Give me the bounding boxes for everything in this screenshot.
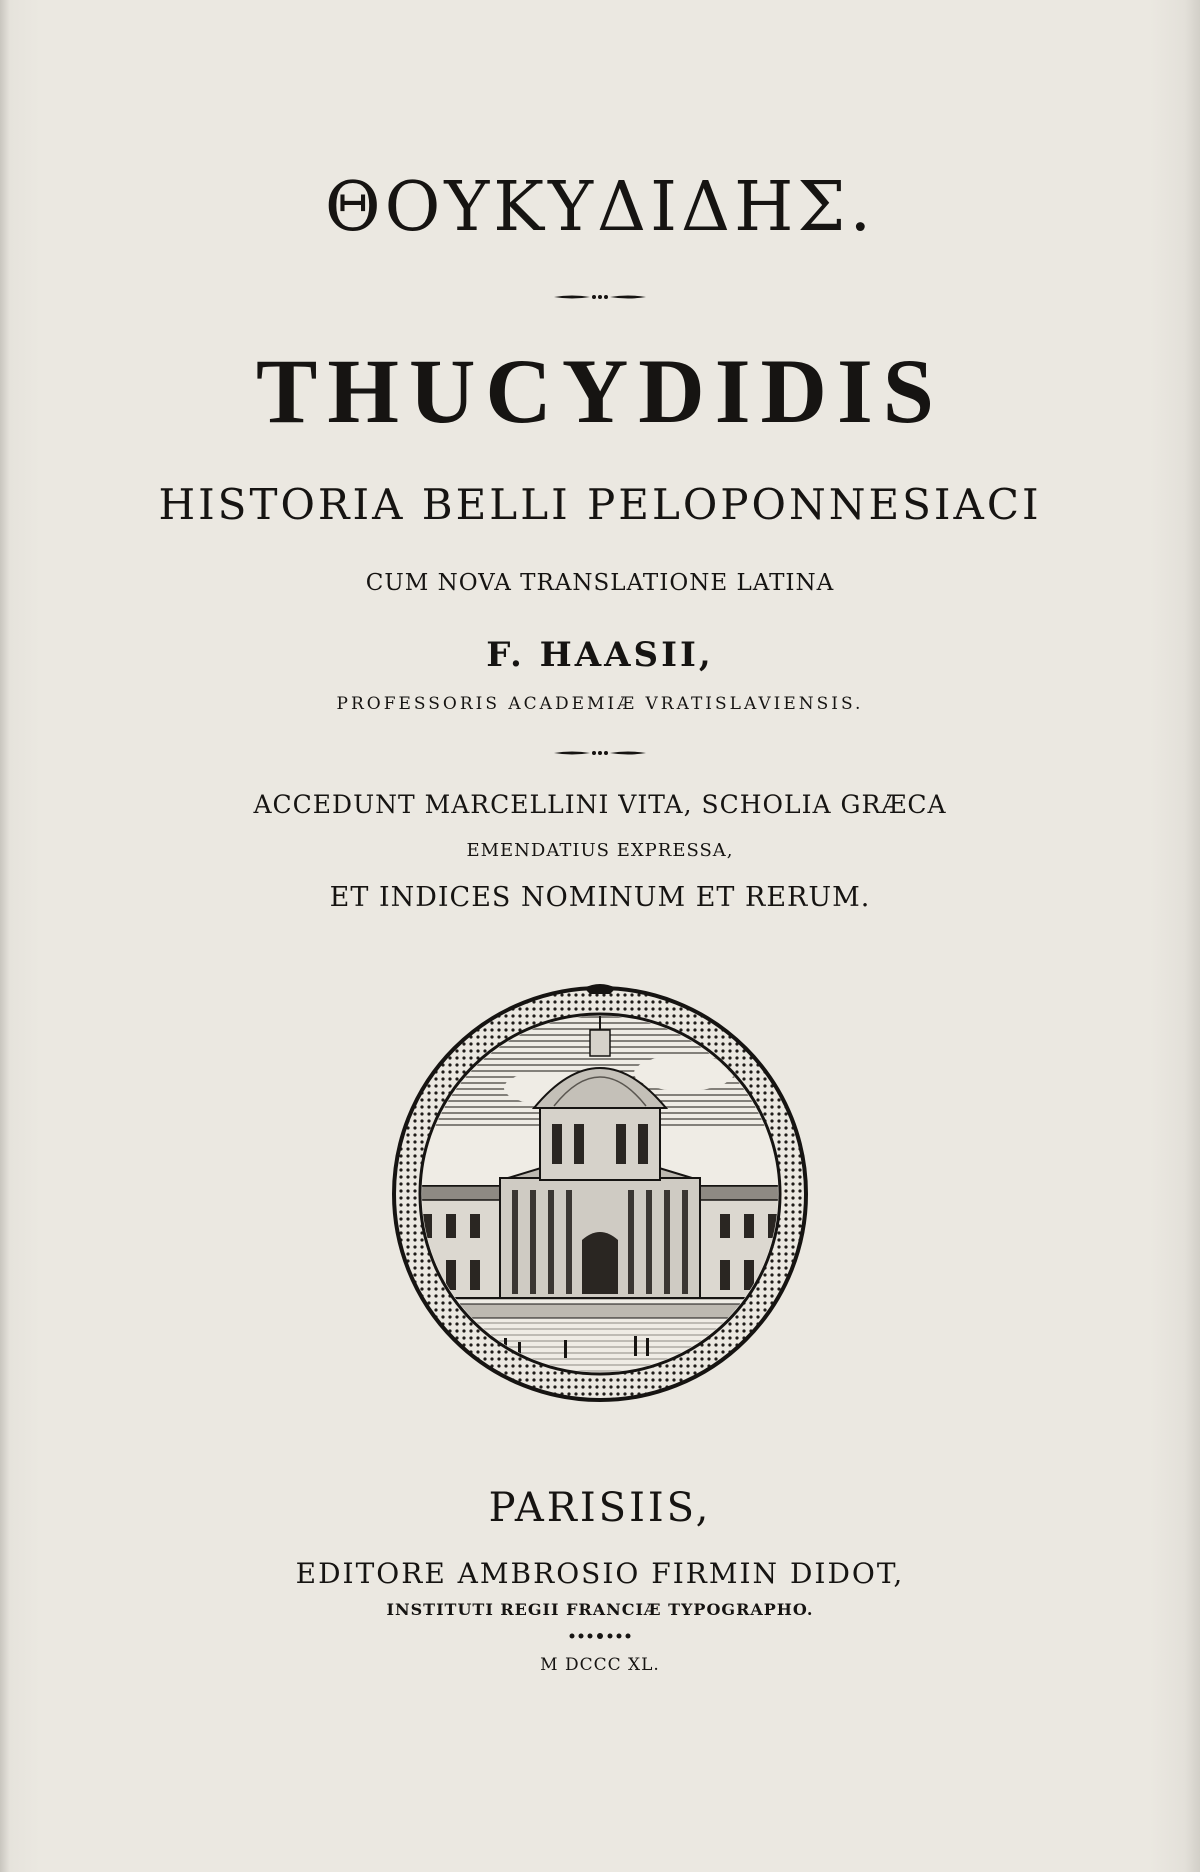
- ornamental-rule-icon: [552, 748, 648, 758]
- greek-title: ΘΟΥΚΥΔΙΔΗΣ.: [324, 168, 876, 247]
- author-name: F. HAASII,: [486, 635, 714, 675]
- author-title: PROFESSORIS ACADEMIÆ VRATISLAVIENSIS.: [336, 694, 864, 714]
- publication-year: M DCCC XL.: [540, 1655, 660, 1675]
- translation-line: CUM NOVA TRANSLATIONE LATINA: [365, 570, 835, 596]
- contents-line-2: EMENDATIUS EXPRESSA,: [466, 840, 734, 861]
- place-of-publication: PARISIIS,: [488, 1485, 712, 1531]
- publisher: EDITORE AMBROSIO FIRMIN DIDOT,: [295, 1557, 905, 1590]
- ornamental-rule-icon: [568, 1632, 632, 1640]
- ornamental-rule-icon: [552, 292, 648, 302]
- contents-line-1: ACCEDUNT MARCELLINI VITA, SCHOLIA GRÆCA: [253, 790, 947, 819]
- latin-title: THUCYDIDIS: [256, 340, 944, 442]
- contents-line-3: ET INDICES NOMINUM ET RERUM.: [329, 882, 871, 913]
- institut-de-france-emblem-icon: [384, 978, 816, 1410]
- work-subtitle: HISTORIA BELLI PELOPONNESIACI: [158, 480, 1042, 529]
- publisher-title: INSTITUTI REGII FRANCIÆ TYPOGRAPHO.: [386, 1600, 814, 1619]
